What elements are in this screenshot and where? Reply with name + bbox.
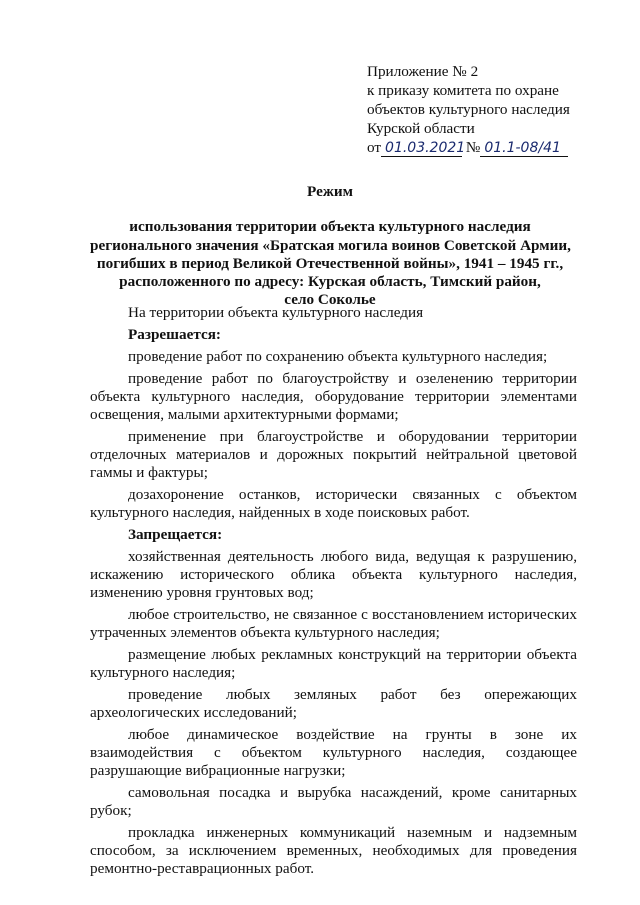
number-prefix: № (465, 139, 481, 156)
forbidden-item: самовольная посадка и вырубка насаждений, кроме санитарных рубок; (90, 784, 577, 819)
allowed-item: дозахоронение останков, исторически связанных с объектом культурного наследия, найденных в ходе поисковых работ. (90, 486, 577, 521)
forbidden-item: любое строительство, не связанное с восстановлением исторических утраченных элементов объекта культурного наследия; (90, 606, 577, 641)
forbidden-item: любое динамическое воздействие на грунты в зоне их взаимодействия с объектом культурного наследия, создающее разрушающие вибрационные нагрузки; (90, 726, 577, 779)
appendix-order-ref: к приказу комитета по охране (367, 82, 559, 99)
document-body (90, 304, 577, 882)
allowed-heading: Разрешается: (128, 326, 221, 343)
forbidden-heading: Запрещается: (128, 526, 223, 543)
appendix-number: Приложение № 2 (367, 63, 479, 80)
handwritten-order-number: 01.1-08/41 (480, 140, 568, 157)
appendix-committee: объектов культурного наследия (367, 101, 570, 118)
handwritten-date: 01.03.2021 (381, 140, 462, 157)
forbidden-item: проведение любых земляных работ без опережающих археологических исследований; (90, 686, 577, 721)
date-prefix: от (367, 139, 382, 156)
allowed-item: применение при благоустройстве и оборудовании территории отделочных материалов и дорожных покрытий нейтральной цветовой гаммы и фактуры; (90, 428, 577, 481)
allowed-item: проведение работ по сохранению объекта культурного наследия; (128, 348, 548, 365)
title-heading: Режим (307, 183, 353, 200)
title-line-2: регионального значения «Братская могила воинов Советской Армии, (90, 236, 571, 254)
forbidden-item: хозяйственная деятельность любого вида, ведущая к разрушению, искажению исторического облика объекта культурного наследия, изменению уровня грунтовых вод; (90, 548, 577, 601)
title-line-1: использования территории объекта культурного наследия (129, 218, 531, 236)
forbidden-item: прокладка инженерных коммуникаций наземным и надземным способом, за исключением временных, необходимых для проведения ремонтно-реставрационных работ. (90, 824, 577, 877)
forbidden-item: размещение любых рекламных конструкций на территории объекта культурного наследия; (90, 646, 577, 681)
appendix-header (367, 62, 607, 157)
title-line-3: погибших в период Великой Отечественной войны», 1941 – 1945 гг., (96, 254, 564, 272)
intro-text: На территории объекта культурного наследия (128, 304, 424, 321)
document-title (90, 183, 570, 310)
order-date-number-row (367, 138, 607, 157)
title-line-4: расположенного по адресу: Курская область, Тимский район, (119, 273, 541, 291)
title-line-5: село Соколье (284, 291, 376, 309)
allowed-item: проведение работ по благоустройству и озеленению территории объекта культурного наследия, оборудование территории элементами освещения, малыми архитектурными формами; (90, 370, 577, 423)
appendix-region: Курской области (367, 120, 475, 137)
